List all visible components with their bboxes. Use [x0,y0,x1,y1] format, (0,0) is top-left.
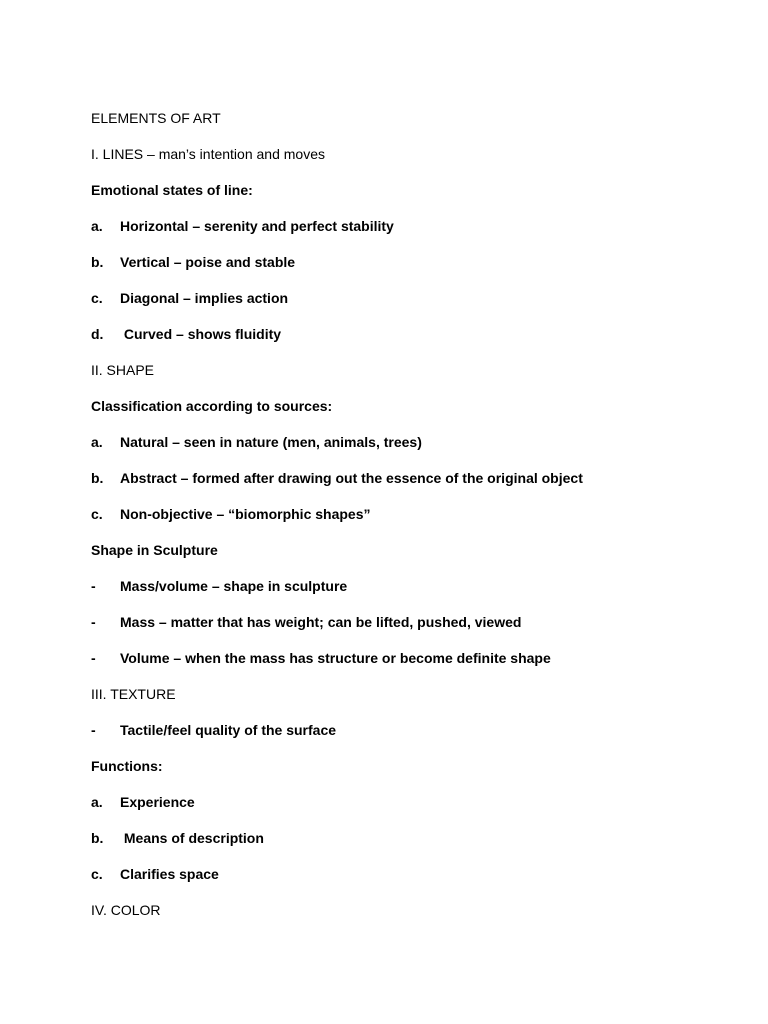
list-marker: a. [91,218,103,234]
list-item-mass-volume [91,577,347,595]
list-item-text: Natural – seen in nature (men, animals, trees) [120,434,422,450]
list-marker: b. [91,830,104,846]
list-marker: - [91,614,96,630]
list-marker: b. [91,470,104,486]
list-item-vertical [91,253,295,271]
shape-in-sculpture-label: Shape in Sculpture [91,542,218,558]
list-item-curved [91,325,281,343]
list-item-tactile [91,721,336,739]
list-marker: - [91,578,96,594]
list-item-text: Diagonal – implies action [120,290,289,306]
list-marker: - [91,650,96,666]
list-item-text: Curved – shows fluidity [120,326,282,342]
list-item-text: Volume – when the mass has structure or become definite shape [120,650,551,666]
list-item-abstract [91,469,583,487]
list-item-text: Mass – matter that has weight; can be lifted, pushed, viewed [120,614,522,630]
list-item-space [91,865,219,883]
list-marker: d. [91,326,104,342]
list-item-volume [91,649,551,667]
list-item-experience [91,793,195,811]
list-item-natural [91,433,422,451]
list-item-mass [91,613,521,631]
section-heading-lines: I. LINES – man’s intention and moves [91,146,325,162]
list-item-text: Tactile/feel quality of the surface [120,722,337,738]
list-item-description [91,829,264,847]
list-marker: c. [91,866,103,882]
list-marker: c. [91,290,103,306]
list-item-diagonal [91,289,288,307]
list-item-text: Mass/volume – shape in sculpture [120,578,348,594]
list-item-text: Means of description [120,830,264,846]
list-item-text: Non-objective – “biomorphic shapes” [120,506,371,522]
emotional-states-label: Emotional states of line: [91,182,253,198]
list-item-text: Clarifies space [120,866,219,882]
list-item-text: Abstract – formed after drawing out the essence of the original object [120,470,583,486]
document-title: ELEMENTS OF ART [91,110,221,126]
list-marker: a. [91,434,103,450]
classification-label: Classification according to sources: [91,398,333,414]
list-item-text: Experience [120,794,195,810]
list-item-text: Horizontal – serenity and perfect stability [120,218,394,234]
list-item-non-objective [91,505,371,523]
list-marker: - [91,722,96,738]
section-heading-color: IV. COLOR [91,902,161,918]
list-marker: a. [91,794,103,810]
list-marker: c. [91,506,103,522]
list-item-horizontal [91,217,394,235]
section-heading-texture: III. TEXTURE [91,686,176,702]
functions-label: Functions: [91,758,163,774]
list-marker: b. [91,254,104,270]
list-item-text: Vertical – poise and stable [120,254,296,270]
section-heading-shape: II. SHAPE [91,362,155,378]
